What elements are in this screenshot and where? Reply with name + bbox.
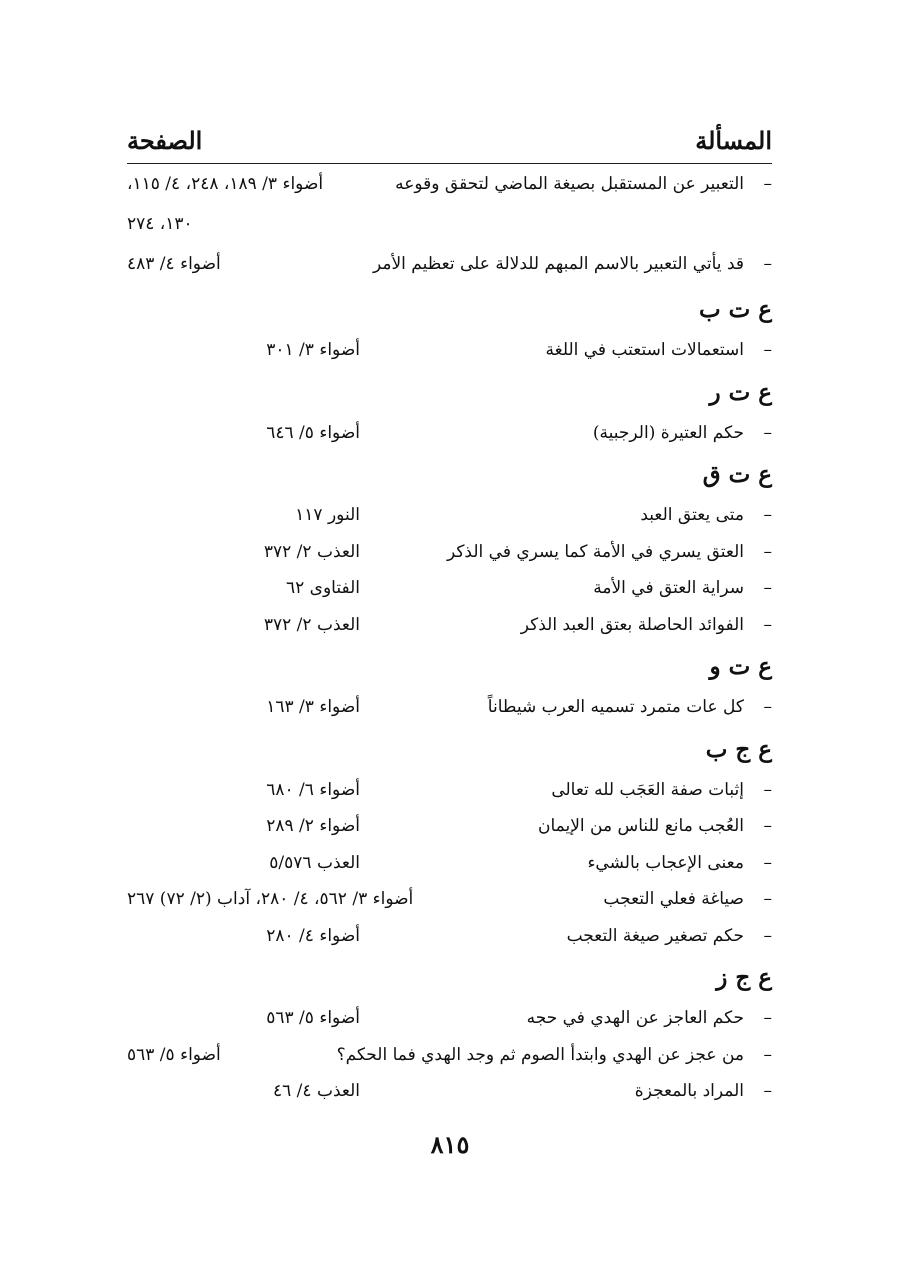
item-source: أضواء ٦/ ٦٨٠ xyxy=(266,779,360,800)
item-source: العذب ٤/ ٤٦ xyxy=(273,1081,360,1101)
item-bullet: – xyxy=(763,1008,772,1028)
item-source: أضواء ٣/ ١٦٣ xyxy=(266,697,360,717)
item-question: التعبير عن المستقبل بصيغة الماضي لتحقق وقوعه xyxy=(395,174,744,194)
list-item xyxy=(127,417,772,454)
list-item xyxy=(127,1002,772,1039)
root-heading: ع ت ر xyxy=(709,378,772,406)
list-item xyxy=(127,810,772,847)
list-item xyxy=(127,1075,772,1112)
item-source: أضواء ٣/ ١٨٩، ٢٤٨، ٤/ ١١٥، xyxy=(127,174,324,194)
table-header xyxy=(127,118,772,162)
item-source: أضواء ٥/ ٦٤٦ xyxy=(266,422,360,443)
item-question: كل عات متمرد تسميه العرب شيطاناً xyxy=(487,697,744,717)
list-item xyxy=(127,168,772,208)
issue-column-heading: المسألة xyxy=(695,125,772,155)
item-source: أضواء ٢/ ٢٨٩ xyxy=(266,816,360,836)
item-source: العذب ٢/ ٣٧٢ xyxy=(263,541,360,562)
item-source: أضواء ٥/ ٥٦٣ xyxy=(266,1008,360,1028)
item-bullet: – xyxy=(763,816,772,836)
item-bullet: – xyxy=(763,852,772,873)
item-question: العُجب مانع للناس من الإيمان xyxy=(537,816,744,836)
list-item xyxy=(127,883,772,920)
list-item xyxy=(127,1039,772,1076)
item-bullet: – xyxy=(763,697,772,717)
root-heading: ع ت ق xyxy=(702,461,772,488)
item-source: العذب ٢/ ٣٧٢ xyxy=(263,614,360,635)
list-item xyxy=(127,536,772,573)
page-number: ٨١٥ xyxy=(430,1130,470,1159)
item-question: الفوائد الحاصلة بعتق العبد الذكر xyxy=(520,614,744,635)
item-question: إثبات صفة العَجَب لله تعالى xyxy=(551,779,744,800)
item-question: سراية العتق في الأمة xyxy=(593,578,744,598)
item-source: أضواء ٤/ ٢٨٠ xyxy=(266,925,360,946)
list-item xyxy=(127,334,772,371)
index-list xyxy=(127,168,772,1112)
list-item xyxy=(127,572,772,609)
list-item xyxy=(127,774,772,811)
list-item-continuation xyxy=(127,208,772,248)
item-bullet: – xyxy=(763,889,772,909)
item-bullet: – xyxy=(763,174,772,194)
item-source: أضواء ٤/ ٤٨٣ xyxy=(127,254,221,274)
list-item xyxy=(127,499,772,536)
item-bullet: – xyxy=(763,422,772,443)
item-bullet: – xyxy=(763,541,772,562)
item-question: معنى الإعجاب بالشيء xyxy=(587,852,744,873)
root-heading: ع ت و xyxy=(709,653,772,680)
list-item xyxy=(127,609,772,646)
list-item xyxy=(127,920,772,957)
item-bullet: – xyxy=(763,254,772,274)
item-question: استعمالات استعتب في اللغة xyxy=(545,340,744,360)
item-bullet: – xyxy=(763,779,772,800)
item-question: قد يأتي التعبير بالاسم المبهم للدلالة على تعظيم الأمر xyxy=(372,254,744,274)
root-heading: ع ت ب xyxy=(698,296,772,323)
header-divider xyxy=(127,163,772,164)
item-bullet: – xyxy=(763,614,772,635)
item-question: حكم العاجز عن الهدي في حجه xyxy=(526,1008,744,1028)
item-bullet: – xyxy=(763,340,772,360)
list-item xyxy=(127,248,772,288)
root-sections xyxy=(127,288,772,1112)
item-source: الفتاوى ٦٢ xyxy=(286,578,360,598)
root-heading: ع ج ز xyxy=(716,964,772,991)
item-question: من عجز عن الهدي وابتدأ الصوم ثم وجد الهدي فما الحكم؟ xyxy=(336,1044,744,1065)
item-source: أضواء ٣/ ٥٦٢، ٤/ ٢٨٠، آداب (٢/ ٧٢) ٢٦٧ xyxy=(127,889,414,909)
item-bullet: – xyxy=(763,505,772,525)
item-source: النور ١١٧ xyxy=(295,505,360,525)
item-question: صياغة فعلي التعجب xyxy=(603,889,744,909)
item-source: أضواء ٥/ ٥٦٣ xyxy=(127,1044,221,1065)
list-item xyxy=(127,691,772,728)
page-column-heading: الصفحة xyxy=(127,125,203,155)
item-question: العتق يسري في الأمة كما يسري في الذكر xyxy=(446,541,744,562)
item-bullet: – xyxy=(763,578,772,598)
root-heading: ع ج ب xyxy=(705,735,772,763)
item-source-continuation: ١٣٠، ٢٧٤ xyxy=(127,214,193,234)
item-bullet: – xyxy=(763,1081,772,1101)
item-bullet: – xyxy=(763,1044,772,1065)
item-source: أضواء ٣/ ٣٠١ xyxy=(266,340,360,360)
item-question: متى يعتق العبد xyxy=(640,505,744,525)
list-item xyxy=(127,847,772,884)
item-question: حكم تصغير صيغة التعجب xyxy=(566,925,744,946)
item-source: العذب ٥/٥٧٦ xyxy=(269,852,360,873)
item-bullet: – xyxy=(763,925,772,946)
item-question: حكم العتيرة (الرجبية) xyxy=(592,422,744,443)
item-question: المراد بالمعجزة xyxy=(634,1081,744,1101)
